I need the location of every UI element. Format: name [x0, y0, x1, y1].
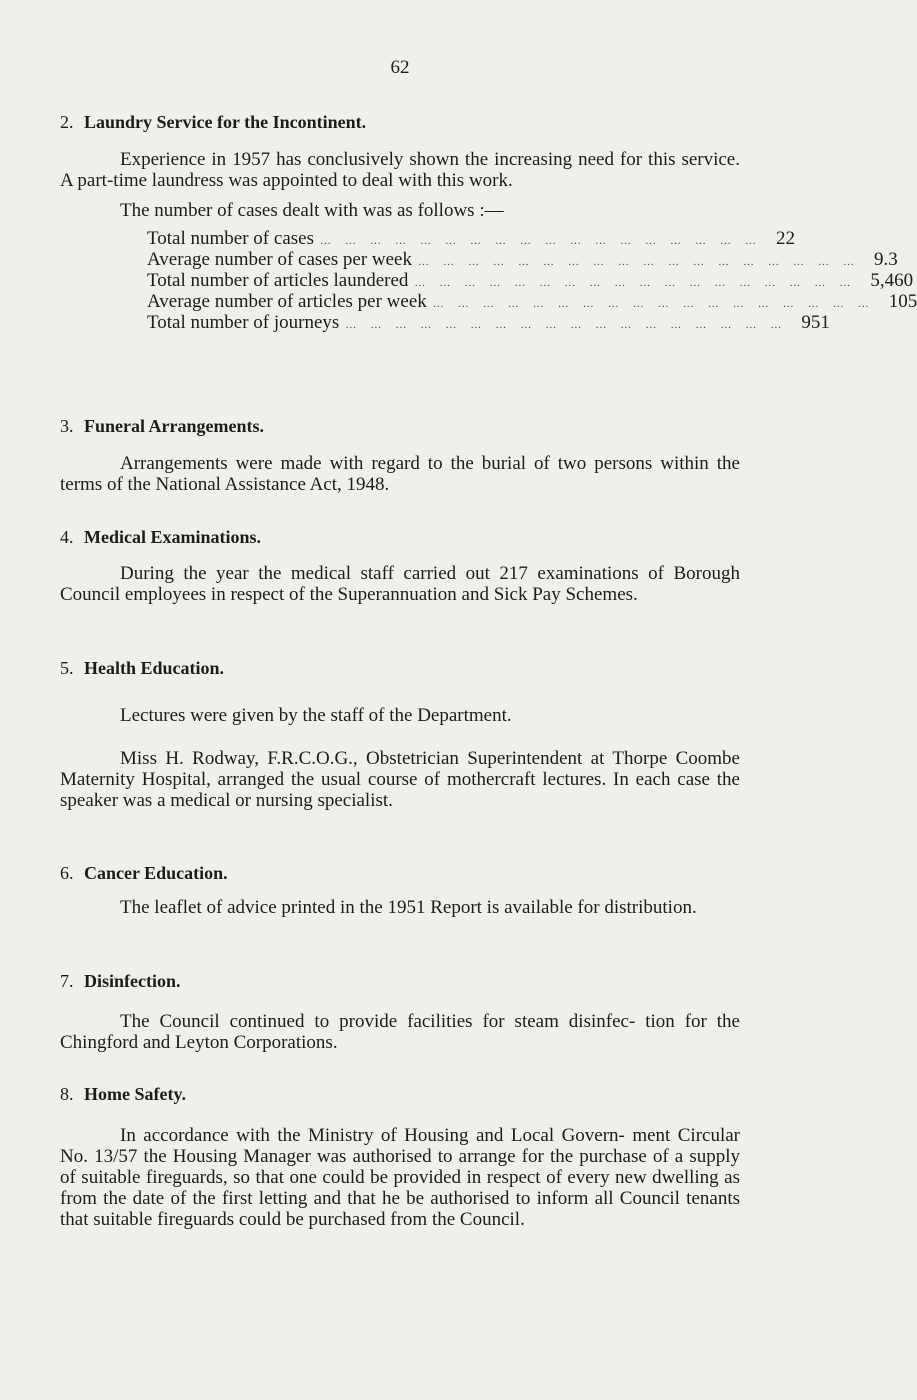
paragraph: In accordance with the Ministry of Housing and Local Govern- ment Circular No. 13/57 the Housing Manager was authorised to arrange for the purchase of a supply of suitable fireguards, so that one could be provided in respect of every new dwelling as from the date of the first letting and that he be authorised to inform all Council tenants that suitable fireguards could be purchased from the Council. — [60, 1125, 740, 1230]
section-heading-cancer — [60, 863, 228, 884]
section-title: Home Safety. — [84, 1084, 186, 1104]
section-heading-funeral — [60, 416, 264, 437]
section-number: 5. — [60, 658, 74, 678]
paragraph: The number of cases dealt with was as follows :— — [120, 200, 504, 221]
section-heading-home-safety — [60, 1084, 186, 1105]
stat-label: Total number of journeys — [147, 312, 340, 333]
section-title: Cancer Education. — [84, 863, 228, 883]
paragraph: The Council continued to provide facilities for steam disinfec- tion for the Chingford and Leyton Corporations. — [60, 1011, 740, 1053]
section-title: Disinfection. — [84, 971, 181, 991]
stat-label: Total number of articles laundered — [147, 270, 409, 291]
section-title: Laundry Service for the Incontinent. — [84, 112, 367, 132]
stat-row — [147, 270, 914, 291]
section-number: 8. — [60, 1084, 74, 1104]
section-title: Medical Examinations. — [84, 527, 262, 547]
laundry-stats-table — [147, 228, 917, 333]
leader-dots: ……………………………………………… — [432, 298, 883, 310]
stat-label: Average number of articles per week — [147, 291, 427, 312]
paragraph: Arrangements were made with regard to the burial of two persons within the terms of the National Assistance Act, 1948. — [60, 453, 740, 495]
leader-dots: ……………………………………………… — [319, 235, 770, 247]
section-number: 2. — [60, 112, 74, 132]
stat-value: 951 — [801, 312, 830, 333]
stat-value: 9.3 — [874, 249, 898, 270]
leader-dots: ……………………………………………… — [418, 256, 868, 268]
section-heading-medical — [60, 527, 261, 548]
paragraph: Experience in 1957 has conclusively shown the increasing need for this service. A part-time laundress was appointed to deal with this work. — [60, 149, 740, 191]
stat-value: 5,460 — [870, 270, 914, 291]
section-number: 3. — [60, 416, 74, 436]
section-heading-disinfection — [60, 971, 181, 992]
paragraph: Miss H. Rodway, F.R.C.O.G., Obstetrician Superintendent at Thorpe Coombe Maternity Hospital, arranged the usual course of mothercraft lectures. In each case the speaker was a medical or nursing specialist. — [60, 748, 740, 811]
section-number: 6. — [60, 863, 74, 883]
leader-dots: ……………………………………………… — [345, 319, 796, 331]
section-number: 7. — [60, 971, 74, 991]
stat-label: Average number of cases per week — [147, 249, 412, 270]
paragraph: The leaflet of advice printed in the 1951 Report is available for distribution. — [120, 897, 697, 918]
stat-label: Total number of cases — [147, 228, 314, 249]
stat-row — [147, 228, 795, 249]
section-heading-health — [60, 658, 224, 679]
leader-dots: ……………………………………………… — [414, 277, 865, 289]
section-heading-laundry — [60, 112, 366, 133]
paragraph: During the year the medical staff carried out 217 examinations of Borough Council employees in respect of the Superannuation and Sick Pay Schemes. — [60, 563, 740, 605]
page-number: 62 — [390, 57, 410, 78]
stat-value: 105 — [888, 291, 917, 312]
section-number: 4. — [60, 527, 74, 547]
stat-row — [147, 249, 898, 270]
stat-row — [147, 312, 830, 333]
paragraph: Lectures were given by the staff of the Department. — [120, 705, 512, 726]
section-title: Health Education. — [84, 658, 225, 678]
stat-row — [147, 291, 917, 312]
stat-value: 22 — [775, 228, 795, 249]
section-title: Funeral Arrangements. — [84, 416, 264, 436]
